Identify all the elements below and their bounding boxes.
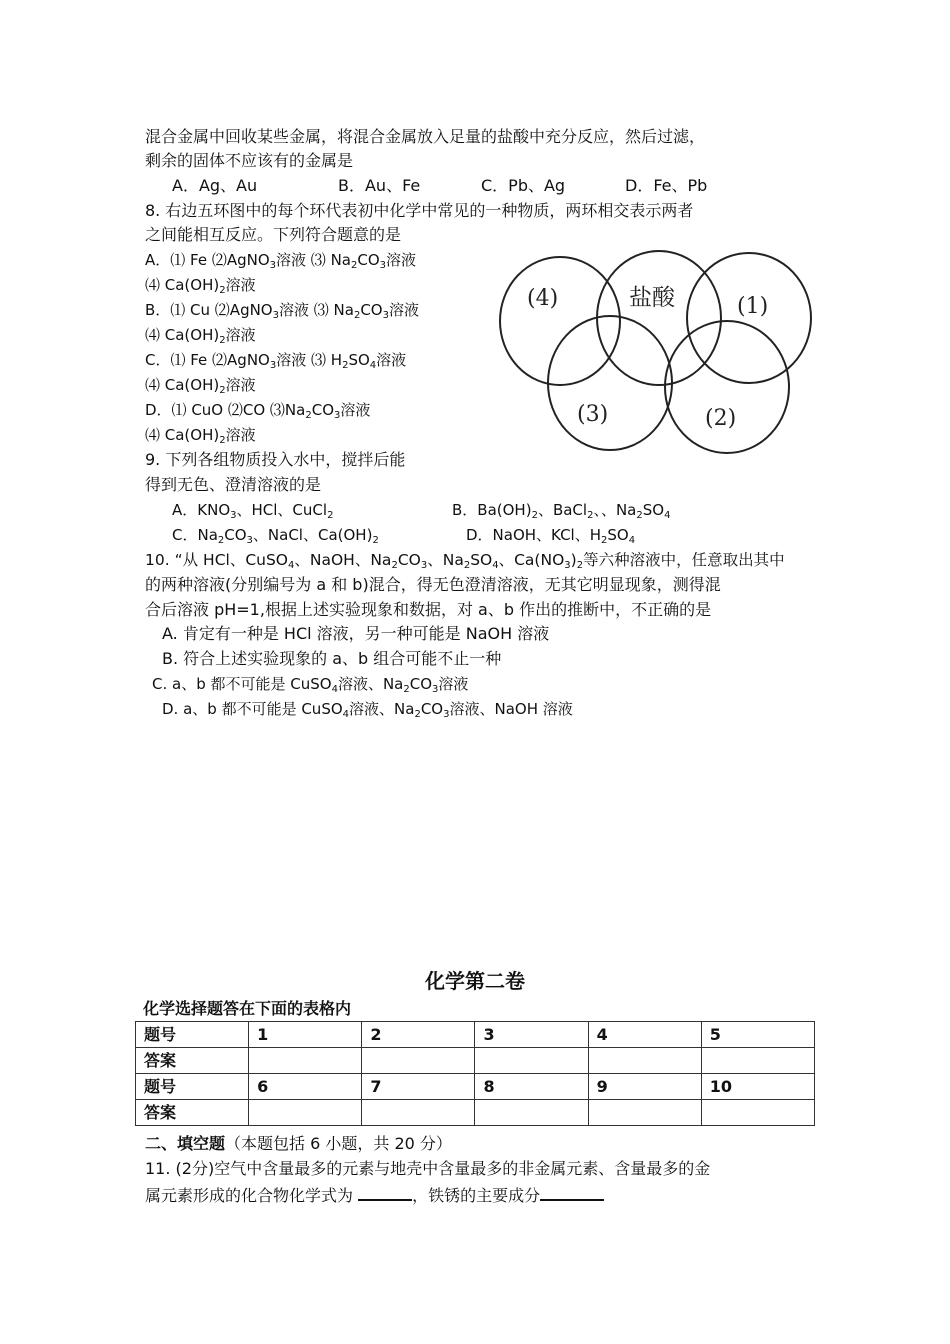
q9-option-b: B．$Ba(OH)_2$、BaCl$_2$、、$Na_2SO_4$ xyxy=(452,501,671,521)
q7-line2: 剩余的固体不应该有的金属是 xyxy=(145,151,354,170)
table-cell: 1 xyxy=(249,1022,362,1048)
table-caption: 化学选择题答在下面的表格内 xyxy=(143,999,352,1018)
q8-option-b-line2: ⑷ $Ca(OH)_2$溶液 xyxy=(145,326,256,346)
answer-blank-rust[interactable] xyxy=(540,1183,604,1201)
q8-option-c-line2: ⑷ $Ca(OH)_2$溶液 xyxy=(145,376,256,396)
q7-option-b: B．Au、Fe xyxy=(338,176,421,195)
ring-label-2: (2) xyxy=(705,406,737,431)
answer-cell[interactable] xyxy=(362,1048,475,1074)
table-row xyxy=(136,1100,815,1126)
q7-line1: 混合金属中回收某些金属，将混合金属放入足量的盐酸中充分反应，然后过滤， xyxy=(145,127,706,146)
q10-option-a: A. 肯定有一种是 HCl 溶液，另一种可能是 NaOH 溶液 xyxy=(162,624,550,643)
answer-cell[interactable] xyxy=(249,1100,362,1126)
q8-option-d-line2: ⑷ $Ca(OH)_2$溶液 xyxy=(145,426,256,446)
answer-cell[interactable] xyxy=(475,1048,588,1074)
q10-line1: 10. “从 HCl、CuSO$_4$、NaOH、$Na_2CO_3$、$Na_2SO_4$、$Ca(NO_3)_2$等六种溶液中，任意取出其中 xyxy=(145,551,785,571)
q8-option-a-line1: A．⑴ Fe ⑵AgNO$_3$溶液 ⑶ $Na_2CO_3$溶液 xyxy=(145,251,417,271)
answer-cell[interactable] xyxy=(588,1100,701,1126)
five-rings-diagram xyxy=(493,243,815,455)
q9-option-d: D．NaOH、KCl、$H_2SO_4$ xyxy=(466,526,636,546)
table-cell: 题号 xyxy=(136,1074,249,1100)
q9-option-c: C．$Na_2CO_3$、NaCl、$Ca(OH)_2$ xyxy=(172,526,379,546)
q8-option-d-line1: D．⑴ CuO ⑵CO $⑶Na_2CO_3$溶液 xyxy=(145,401,371,421)
table-row xyxy=(136,1022,815,1048)
q11-line1: 11. (2分)空气中含量最多的元素与地壳中含量最多的非金属元素、含量最多的金 xyxy=(145,1159,711,1178)
q10-line3: 合后溶液 pH=1,根据上述实验现象和数据，对 a、b 作出的推断中，不正确的是 xyxy=(145,600,712,619)
q8-line1: 8. 右边五环图中的每个环代表初中化学中常见的一种物质，两环相交表示两者 xyxy=(145,201,694,220)
q10-option-d: D. a、b 都不可能是 CuSO$_4$溶液、$Na_2CO_3$溶液、NaOH 溶液 xyxy=(162,700,573,720)
q7-option-a: A．Ag、Au xyxy=(172,176,258,195)
table-row xyxy=(136,1074,815,1100)
answer-cell[interactable] xyxy=(475,1100,588,1126)
table-cell: 7 xyxy=(362,1074,475,1100)
answer-blank-formula[interactable] xyxy=(358,1183,412,1201)
table-row xyxy=(136,1048,815,1074)
table-cell: 5 xyxy=(701,1022,814,1048)
q9-line1: 9. 下列各组物质投入水中，搅拌后能 xyxy=(145,450,406,469)
answer-cell[interactable] xyxy=(249,1048,362,1074)
ring-label-4: (4) xyxy=(527,286,559,311)
table-cell: 3 xyxy=(475,1022,588,1048)
ring-label-3: (3) xyxy=(577,402,609,427)
fill-section-heading: 二、填空题（本题包括 6 小题，共 20 分） xyxy=(145,1134,452,1153)
table-cell: 10 xyxy=(701,1074,814,1100)
q7-option-c: C．Pb、Ag xyxy=(481,176,566,195)
table-cell: 6 xyxy=(249,1074,362,1100)
q10-option-c: C. a、b 都不可能是 CuSO$_4$溶液、$Na_2CO_3$溶液 xyxy=(152,675,469,695)
answer-cell[interactable] xyxy=(701,1100,814,1126)
q9-option-a: A．$KNO_3$、HCl、CuCl$_2$ xyxy=(172,501,334,521)
q8-line2: 之间能相互反应。下列符合题意的是 xyxy=(145,225,402,244)
q10-line2: 的两种溶液(分别编号为 a 和 b)混合，得无色澄清溶液，无其它明显现象，测得混 xyxy=(145,575,721,594)
table-cell: 4 xyxy=(588,1022,701,1048)
table-cell: 答案 xyxy=(136,1100,249,1126)
answer-cell[interactable] xyxy=(701,1048,814,1074)
table-cell: 8 xyxy=(475,1074,588,1100)
answer-table xyxy=(135,1021,815,1126)
q11-line2: 属元素形成的化合物化学式为 ，铁锈的主要成分 xyxy=(145,1183,604,1207)
section-title: 化学第二卷 xyxy=(425,969,525,993)
answer-cell[interactable] xyxy=(588,1048,701,1074)
q9-line2: 得到无色、澄清溶液的是 xyxy=(145,475,322,494)
ring-label-1: (1) xyxy=(737,294,769,319)
table-cell: 题号 xyxy=(136,1022,249,1048)
q8-option-c-line1: C．⑴ Fe ⑵AgNO$_3$溶液 ⑶ $H_2SO_4$溶液 xyxy=(145,351,407,371)
answer-cell[interactable] xyxy=(362,1100,475,1126)
table-cell: 答案 xyxy=(136,1048,249,1074)
q8-option-a-line2: ⑷ $Ca(OH)_2$溶液 xyxy=(145,276,256,296)
q7-option-d: D．Fe、Pb xyxy=(625,176,708,195)
table-cell: 9 xyxy=(588,1074,701,1100)
q10-option-b: B. 符合上述实验现象的 a、b 组合可能不止一种 xyxy=(162,649,502,668)
table-cell: 2 xyxy=(362,1022,475,1048)
q8-option-b-line1: B．⑴ Cu ⑵AgNO$_3$溶液 ⑶ $Na_2CO_3$溶液 xyxy=(145,301,419,321)
ring-label-center: 盐酸 xyxy=(629,285,675,311)
